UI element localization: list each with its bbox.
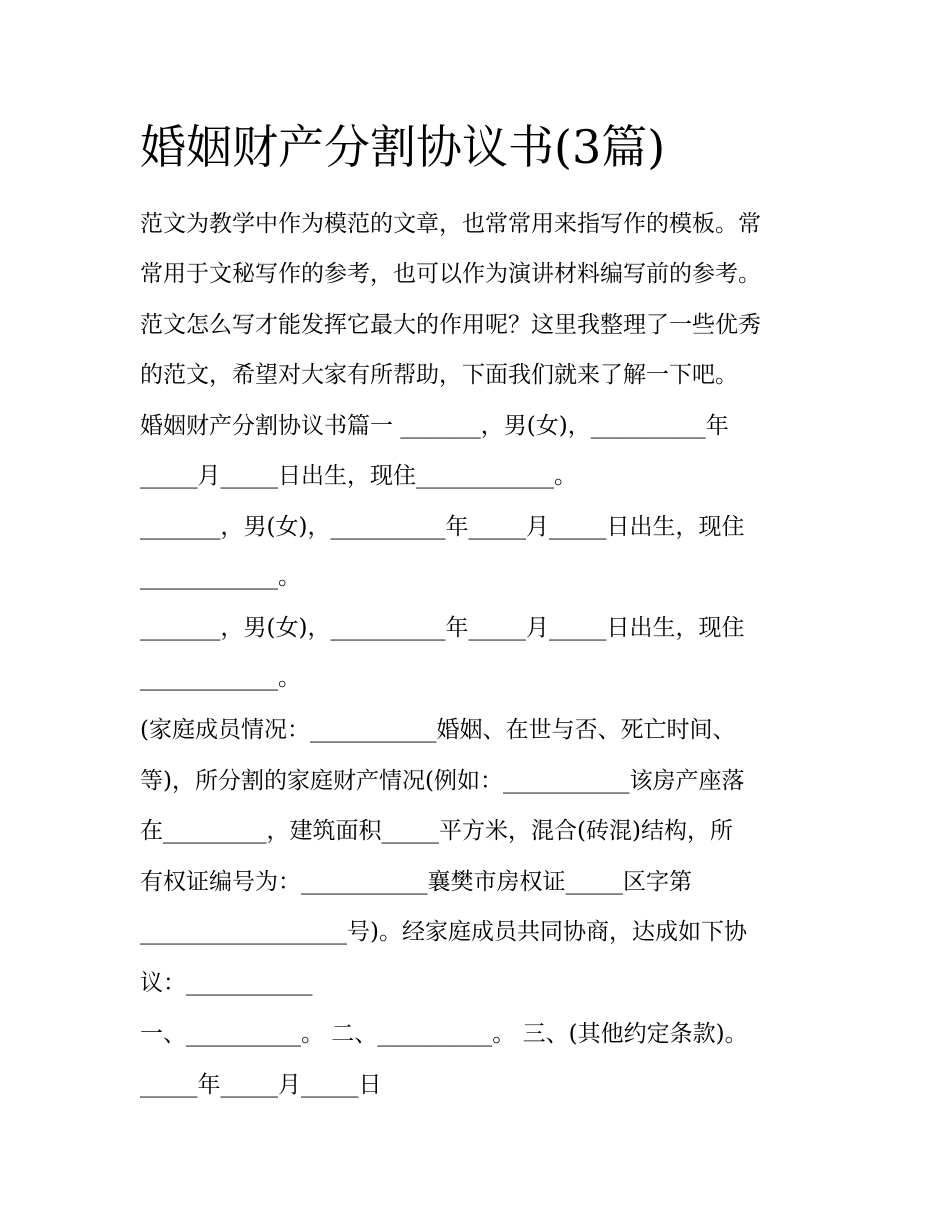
body-line: 婚姻财产分割协议书篇一 _______，男(女)，__________年 <box>140 413 729 439</box>
body-line: _______，男(女)，__________年_____月_____日出生，现住 <box>140 514 745 540</box>
body-line: 在_________，建筑面积_____平方米，混合(砖混)结构，所 <box>140 818 733 844</box>
body-line: 议：___________ <box>140 970 313 996</box>
body-line: __________________号)。经家庭成员共同协商，达成如下协 <box>140 919 747 945</box>
document-title: 婚姻财产分割协议书(3篇) <box>140 120 666 174</box>
body-line: ____________。 <box>140 564 301 590</box>
body-line: ____________。 <box>140 665 301 691</box>
body-line: (家庭成员情况：___________婚姻、在世与否、死亡时间、 <box>140 717 736 743</box>
body-line: 有权证编号为：___________襄樊市房权证_____区字第 <box>140 869 692 895</box>
body-line: 的范文，希望对大家有所帮助，下面我们就来了解一下吧。 <box>140 362 738 388</box>
body-line: 一、__________。 二、__________。 三、(其他约定条款)。 <box>140 1021 748 1047</box>
body-line: _____年_____月_____日 <box>140 1072 382 1098</box>
body-line: _______，男(女)，__________年_____月_____日出生，现住 <box>140 615 745 641</box>
body-line: 常用于文秘写作的参考，也可以作为演讲材料编写前的参考。 <box>140 261 761 287</box>
body-line: _____月_____日出生，现住____________。 <box>140 463 577 489</box>
body-line: 范文怎么写才能发挥它最大的作用呢？这里我整理了一些优秀 <box>140 312 761 338</box>
body-line: 等)，所分割的家庭财产情况(例如：___________该房产座落 <box>140 768 745 794</box>
body-line: 范文为教学中作为模范的文章，也常常用来指写作的模板。常 <box>140 211 761 237</box>
